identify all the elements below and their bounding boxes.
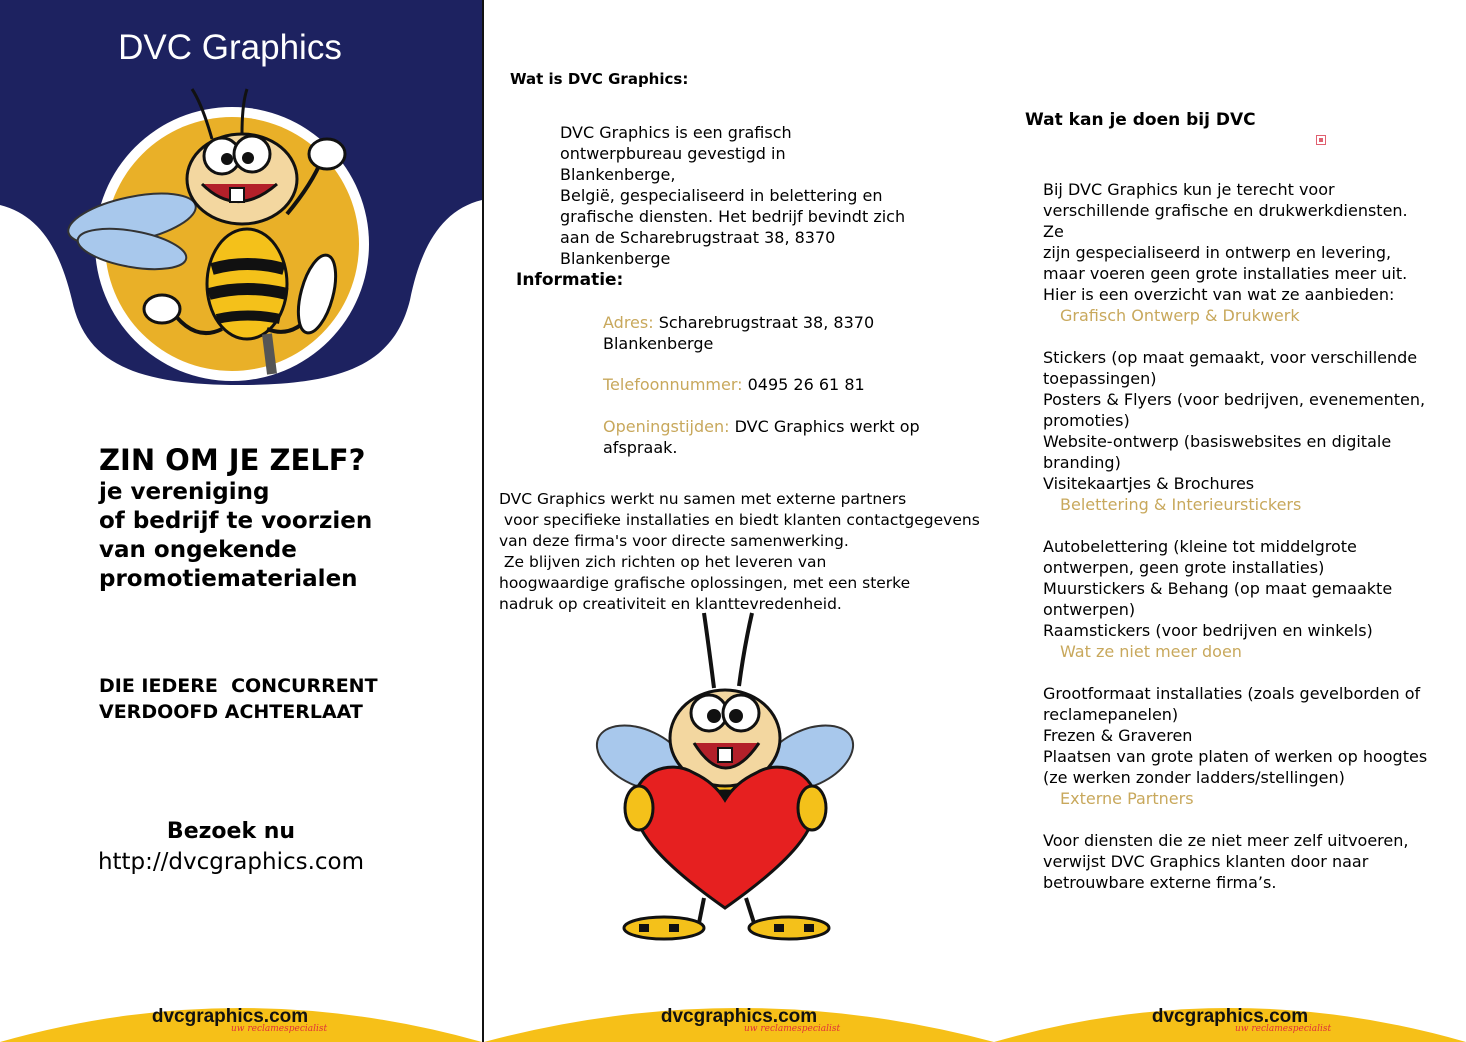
section-body <box>1043 347 1433 494</box>
service-line: Muurstickers & Behang (op maat gemaakte <box>1043 579 1393 598</box>
about-text <box>560 122 906 269</box>
section-body <box>1043 683 1433 788</box>
service-line: Voor diensten die ze niet meer zelf uitvoeren, <box>1043 831 1409 850</box>
intro-line: verschillende grafische en drukwerkdiensten. Ze <box>1043 201 1408 241</box>
about-heading: Wat is DVC Graphics: <box>510 70 689 88</box>
address-label: Adres: <box>603 313 654 332</box>
service-line: Frezen & Graveren <box>1043 726 1193 745</box>
headline-line: je vereniging <box>99 479 270 505</box>
services-intro <box>1043 179 1433 305</box>
slogan-line: VERDOOFD ACHTERLAAT <box>99 701 363 723</box>
service-line: (ze werken zonder ladders/stellingen) <box>1043 768 1345 787</box>
services-heading: Wat kan je doen bij DVC <box>1025 110 1256 130</box>
about-line: DVC Graphics is een grafisch <box>560 123 792 142</box>
service-line: verwijst DVC Graphics klanten door naar <box>1043 852 1369 871</box>
promo-headline <box>99 442 469 594</box>
left-panel <box>0 0 482 1042</box>
service-line: reclamepanelen) <box>1043 705 1179 724</box>
section-title: Grafisch Ontwerp & Drukwerk <box>1060 306 1300 325</box>
phone-info <box>603 374 923 395</box>
about-line: Blankenberge <box>560 249 671 268</box>
service-line: promoties) <box>1043 411 1130 430</box>
marker-icon <box>1316 135 1326 145</box>
about-line: ontwerpbureau gevestigd in Blankenberge, <box>560 144 786 184</box>
footer-logo: dvcgraphics.com <box>151 1006 309 1027</box>
section-title: Belettering & Interieurstickers <box>1060 495 1302 514</box>
partners-line: DVC Graphics werkt nu samen met externe partners <box>499 490 907 508</box>
footer-tagline: uw reclamespecialist <box>744 1024 841 1034</box>
service-line: Website-ontwerp (basiswebsites en digitale <box>1043 432 1392 451</box>
partners-text <box>499 489 989 615</box>
headline-line: of bedrijf te voorzien <box>99 508 373 534</box>
service-line: ontwerpen) <box>1043 600 1136 619</box>
hours-info <box>603 416 923 458</box>
website-link[interactable]: http://dvcgraphics.com <box>97 849 365 875</box>
service-line: Stickers (op maat gemaakt, voor verschillende <box>1043 348 1418 367</box>
section-title: Wat ze niet meer doen <box>1060 642 1242 661</box>
service-line: Autobelettering (kleine tot middelgrote <box>1043 537 1357 556</box>
bee-waving-icon <box>62 84 402 384</box>
slogan <box>99 673 378 725</box>
section-body <box>1043 830 1433 893</box>
phone-label: Telefoonnummer: <box>603 375 743 394</box>
partners-line: hoogwaardige grafische oplossingen, met een sterke <box>499 574 911 592</box>
about-line: België, gespecialiseerd in belettering en <box>560 186 883 205</box>
address-info <box>603 312 923 354</box>
phone-value: 0495 26 61 81 <box>742 375 865 394</box>
visit-title: Bezoek nu <box>166 819 296 844</box>
info-heading: Informatie: <box>516 270 624 290</box>
hours-value: afspraak. <box>603 438 678 457</box>
partners-line: nadruk op creativiteit en klanttevredenheid. <box>499 595 842 613</box>
middle-panel <box>484 0 994 1042</box>
partners-line: van deze firma's voor directe samenwerking. <box>499 532 849 550</box>
service-line: Posters & Flyers (voor bedrijven, evenementen, <box>1043 390 1426 409</box>
footer-tagline: uw reclamespecialist <box>1235 1024 1332 1034</box>
hours-value: DVC Graphics werkt op <box>729 417 920 436</box>
service-line: Raamstickers (voor bedrijven en winkels) <box>1043 621 1373 640</box>
section-title: Externe Partners <box>1060 789 1194 808</box>
right-panel <box>994 0 1466 1042</box>
intro-line: zijn gespecialiseerd in ontwerp en levering, <box>1043 243 1392 262</box>
address-value: Blankenberge <box>603 334 714 353</box>
footer-logo: dvcgraphics.com <box>1151 1006 1309 1027</box>
visit-block <box>0 818 462 878</box>
intro-line: Hier is een overzicht van wat ze aanbieden: <box>1043 285 1395 304</box>
service-line: betrouwbare externe firma’s. <box>1043 873 1277 892</box>
headline-title: ZIN OM JE ZELF? <box>99 443 366 477</box>
hours-label: Openingstijden: <box>603 417 730 436</box>
about-line: aan de Scharebrugstraat 38, 8370 <box>560 228 836 247</box>
service-line: ontwerpen, geen grote installaties) <box>1043 558 1325 577</box>
bee-heart-icon <box>594 608 856 944</box>
brand-title: DVC Graphics <box>118 28 342 67</box>
address-value: Scharebrugstraat 38, 8370 <box>653 313 875 332</box>
intro-line: maar voeren geen grote installaties meer uit. <box>1043 264 1408 283</box>
about-line: grafische diensten. Het bedrijf bevindt zich <box>560 207 906 226</box>
intro-line: Bij DVC Graphics kun je terecht voor <box>1043 180 1335 199</box>
partners-line: Ze blijven zich richten op het leveren van <box>499 553 827 571</box>
service-line: toepassingen) <box>1043 369 1157 388</box>
footer-tagline: uw reclamespecialist <box>231 1024 328 1034</box>
service-line: Plaatsen van grote platen of werken op hoogtes <box>1043 747 1428 766</box>
service-line: branding) <box>1043 453 1121 472</box>
service-line: Grootformaat installaties (zoals gevelborden of <box>1043 684 1421 703</box>
service-line: Visitekaartjes & Brochures <box>1043 474 1255 493</box>
section-body <box>1043 536 1433 641</box>
headline-line: promotiematerialen <box>99 566 358 592</box>
slogan-line: DIE IEDERE CONCURRENT <box>99 675 378 697</box>
partners-line: voor specifieke installaties en biedt klanten contactgegevens <box>499 511 980 529</box>
headline-line: van ongekende <box>99 537 297 563</box>
footer-logo: dvcgraphics.com <box>660 1006 818 1027</box>
